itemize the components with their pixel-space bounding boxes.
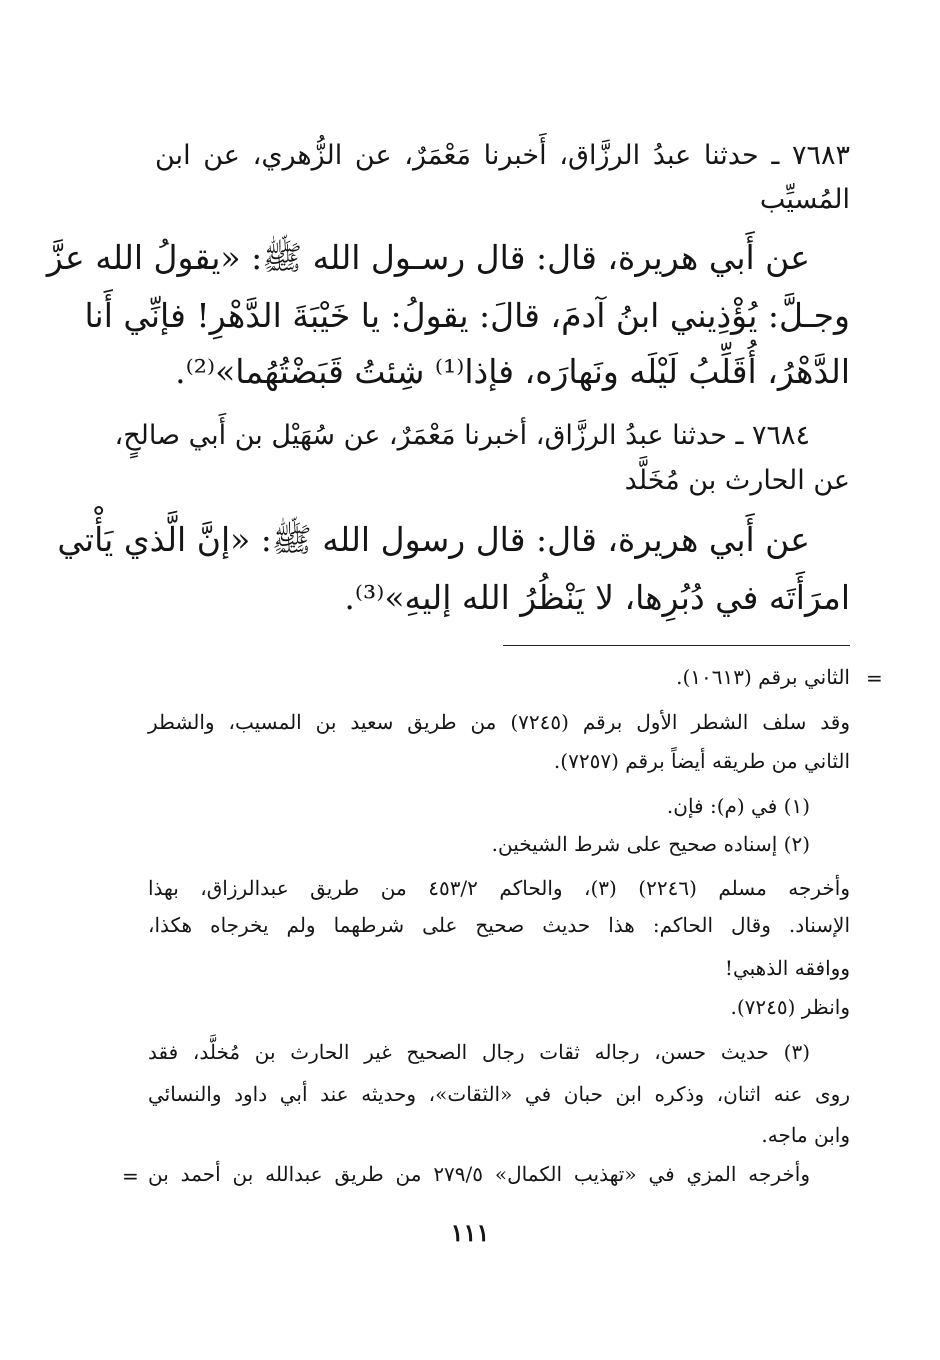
- hadith-7683-isnad-line-2: المُسيِّب: [759, 184, 850, 215]
- continuation-mark-start: =: [866, 666, 883, 690]
- hadith-7683-matn-line-2: وجـلَّ: يُؤْذِيني ابنُ آدمَ، قالَ: يقولُ: يا خَيْبَةَ الدَّهْرِ! فإنِّي أَنا: [84, 296, 850, 335]
- footnote-line-8: ووافقه الذهبي!: [724, 956, 850, 980]
- footnote-line-7: الإسناد. وقال الحاكم: هذا حديث صحيح على شرطهما ولم يخرجاه هكذا،: [148, 913, 850, 937]
- footnote-line-13: وأخرجه المزي في «تهذيب الكمال» ٢٧٩/٥ من طريق عبدالله بن أحمد بن: [148, 1162, 810, 1186]
- hadith-7684-isnad-line-2: عن الحارث بن مُخَلَّد: [624, 465, 850, 496]
- footnote-line-10: (٣) حديث حسن، رجاله ثقات رجال الصحيح غير الحارث بن مُخلَّد، فقد: [148, 1040, 810, 1064]
- footnote-line-4: (١) في (م): فإن.: [666, 794, 810, 818]
- footnote-line-1: الثاني برقم (١٠٦١٣).: [676, 665, 850, 689]
- hadith-7683-isnad-line-1: ٧٦٨٣ ـ حدثنا عبدُ الرزَّاق، أَخبرنا مَعْمَرٌ، عن الزُّهري، عن ابن: [155, 140, 850, 171]
- footnote-line-3: الثاني من طريقه أيضاً برقم (٧٢٥٧).: [553, 749, 850, 773]
- hadith-7683-matn-line-3: الدَّهْرُ، أُقَلِّبُ لَيْلَه ونَهارَه، فإذا⁽¹⁾ شِئتُ قَبَضْتُهُما»⁽²⁾.: [175, 352, 850, 391]
- footnote-divider: [503, 645, 850, 646]
- hadith-7684-matn-line-1: عن أَبي هريرة، قال: قال رسول الله ﷺ: «إنَّ الَّذي يَأْتي: [57, 520, 810, 559]
- continuation-mark-end: =: [122, 1164, 139, 1188]
- hadith-7684-matn-line-2: امرَأَتَه في دُبُرِها، لا يَنْظُرُ الله إليهِ»⁽³⁾.: [344, 578, 850, 617]
- hadith-7683-matn-line-1: عن أَبي هريرة، قال: قال رسـول الله ﷺ: «يقولُ الله عزَّ: [46, 238, 810, 277]
- page-number: ١١١: [450, 1218, 490, 1247]
- footnote-line-11: روى عنه اثنان، وذكره ابن حبان في «الثقات»، وحديثه عند أبي داود والنسائي: [148, 1082, 850, 1106]
- footnote-line-2: وقد سلف الشطر الأول برقم (٧٢٤٥) من طريق سعيد بن المسيب، والشطر: [148, 710, 851, 734]
- footnote-line-6: وأخرجه مسلم (٢٢٤٦) (٣)، والحاكم ٤٥٣/٢ من طريق عبدالرزاق، بهذا: [148, 876, 850, 900]
- footnote-line-12: وابن ماجه.: [761, 1123, 850, 1147]
- footnote-line-5: (٢) إسناده صحيح على شرط الشيخين.: [491, 832, 810, 856]
- hadith-7684-isnad-line-1: ٧٦٨٤ ـ حدثنا عبدُ الرزَّاق، أخبرنا مَعْمَرٌ، عن سُهَيْل بن أَبي صالحٍ،: [114, 420, 810, 451]
- footnote-line-9: وانظر (٧٢٤٥).: [730, 995, 850, 1019]
